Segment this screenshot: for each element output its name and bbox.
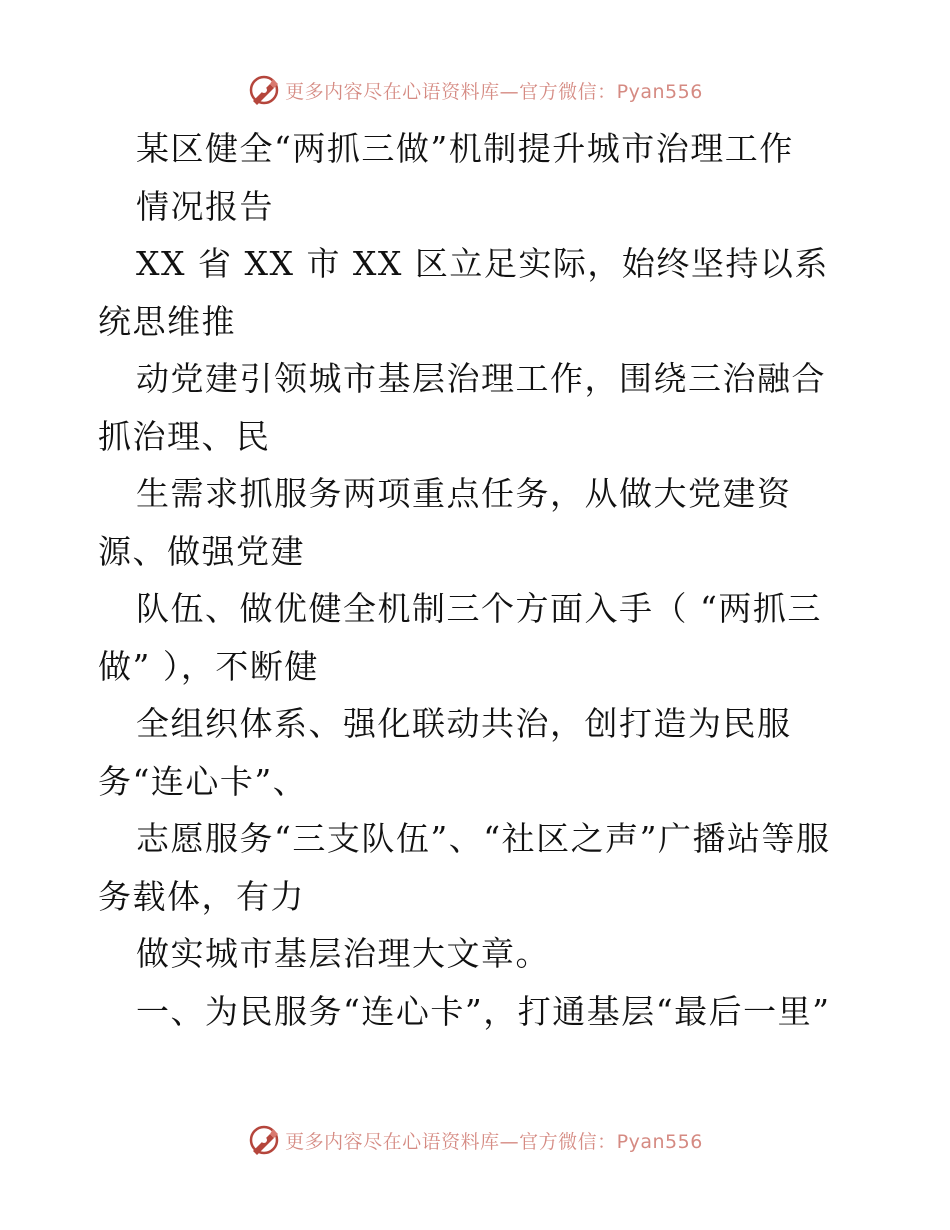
paragraph: 全组织体系、强化联动共治，创打造为民服务“连心卡”、 [98, 704, 792, 801]
header-banner [0, 70, 950, 110]
paragraph: 生需求抓服务两项重点任务，从做大党建资源、做强党建 [98, 474, 792, 571]
header-banner-text: 更多内容尽在心语资料库—官方微信：Pyan556 [285, 80, 703, 103]
paragraph: 志愿服务“三支队伍”、“社区之声”广播站等服务载体，有力 [98, 819, 831, 916]
paragraph: 队伍、做优健全机制三个方面入手（ “两抓三做” ），不断健 [98, 589, 822, 686]
pen-logo-icon [247, 73, 281, 107]
pen-logo-icon [247, 1123, 281, 1157]
paragraph: XX 省 XX 市 XX 区立足实际，始终坚持以系统思维推 [98, 244, 829, 341]
document-body [98, 120, 858, 1040]
paragraph: 做实城市基层治理大文章。 [136, 934, 550, 973]
document-title-line-1: 某区健全“两抓三做”机制提升城市治理工作 [136, 129, 794, 168]
document-title-line-2: 情况报告 [136, 186, 274, 226]
footer-banner-text: 更多内容尽在心语资料库—官方微信：Pyan556 [285, 1130, 703, 1153]
footer-banner [0, 1120, 950, 1160]
paragraph: 动党建引领城市基层治理工作，围绕三治融合抓治理、民 [98, 359, 826, 456]
section-heading: 一、为民服务“连心卡”，打通基层“最后一里” [136, 991, 831, 1031]
